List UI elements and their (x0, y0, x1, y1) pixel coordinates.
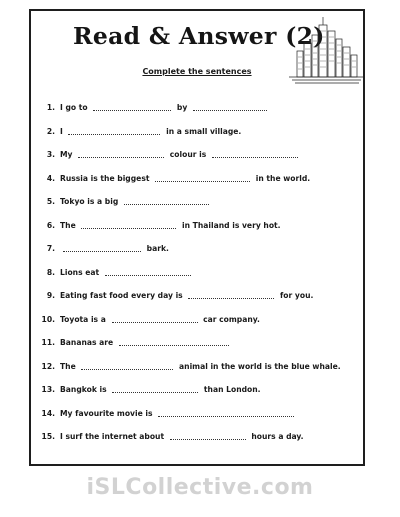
answer-blank (170, 432, 246, 440)
sentence-item (36, 244, 356, 268)
sentence-text: bark. (144, 244, 169, 253)
item-number: 14. (41, 408, 55, 418)
sentence-text: than London. (201, 385, 261, 394)
sentence-item (36, 432, 356, 456)
sentence-item (36, 268, 356, 292)
item-number: 1. (46, 103, 55, 112)
answer-blank (188, 291, 274, 299)
answer-blank (81, 362, 173, 370)
sentence-text: I go to (60, 103, 91, 112)
sentence-text: My favourite movie is (60, 408, 156, 418)
sentence-text: colour is (167, 150, 209, 159)
answer-blank (158, 409, 294, 417)
item-number: 15. (41, 432, 55, 441)
sentence-text: I surf the internet about (60, 432, 167, 441)
sentence-list (36, 103, 356, 456)
sentence-text: animal in the world is the blue whale. (176, 361, 341, 371)
sentence-text: The (60, 361, 79, 371)
item-number: 11. (41, 338, 55, 347)
sentence-text: Eating fast food every day is (60, 291, 186, 300)
answer-blank (112, 385, 198, 393)
answer-blank (212, 150, 298, 158)
sentence-item (36, 338, 356, 362)
sentence-item (36, 174, 356, 198)
sentence-item (36, 362, 356, 386)
sentence-text: in Thailand is very hot. (179, 220, 281, 230)
worksheet (29, 9, 365, 466)
sentence-text: Tokyo is a big (60, 197, 121, 206)
sentence-text: Bangkok is (60, 385, 110, 394)
answer-blank (155, 174, 250, 182)
answer-blank (81, 221, 176, 229)
sentence-item (36, 127, 356, 151)
sentence-item (36, 315, 356, 339)
answer-blank (112, 315, 198, 323)
sentence-item (36, 221, 356, 245)
sentence-item (36, 197, 356, 221)
sentence-text: car company. (200, 314, 260, 324)
answer-blank (193, 103, 267, 111)
item-number: 2. (46, 126, 55, 136)
item-number: 9. (46, 291, 55, 300)
sentence-item (36, 409, 356, 433)
sentence-text: Russia is the biggest (60, 173, 153, 183)
sentence-text: Toyota is a (60, 314, 109, 324)
item-number: 5. (46, 197, 55, 206)
item-number: 3. (46, 150, 55, 159)
item-number: 10. (41, 314, 55, 324)
sentence-text: by (174, 103, 190, 112)
item-number: 6. (46, 220, 55, 230)
answer-blank (119, 338, 229, 346)
answer-blank (68, 127, 160, 135)
answer-blank (105, 268, 191, 276)
sentence-text: in the world. (253, 173, 311, 183)
sentence-text: for you. (277, 291, 314, 300)
sentence-item (36, 385, 356, 409)
sentence-text: My (60, 150, 76, 159)
sentence-text: The (60, 220, 79, 230)
item-number: 13. (41, 385, 55, 394)
sentence-text: I (60, 126, 66, 136)
sentence-item (36, 291, 356, 315)
item-number: 4. (46, 173, 55, 183)
worksheet-title: Read & Answer (2) (73, 22, 325, 50)
sentence-text: in a small village. (163, 126, 242, 136)
sentence-text: Bananas are (60, 338, 116, 347)
item-number: 12. (41, 361, 55, 371)
answer-blank (124, 197, 209, 205)
sentence-text: Lions eat (60, 267, 102, 277)
sentence-item (36, 150, 356, 174)
answer-blank (78, 150, 164, 158)
answer-blank (63, 244, 141, 252)
sentence-text: hours a day. (248, 432, 304, 441)
worksheet-subtitle: Complete the sentences (142, 67, 252, 76)
answer-blank (93, 103, 171, 111)
sentence-item (36, 103, 356, 127)
item-number: 8. (46, 267, 55, 277)
watermark-text: iSLCollective.com (86, 475, 314, 500)
item-number: 7. (46, 244, 55, 253)
